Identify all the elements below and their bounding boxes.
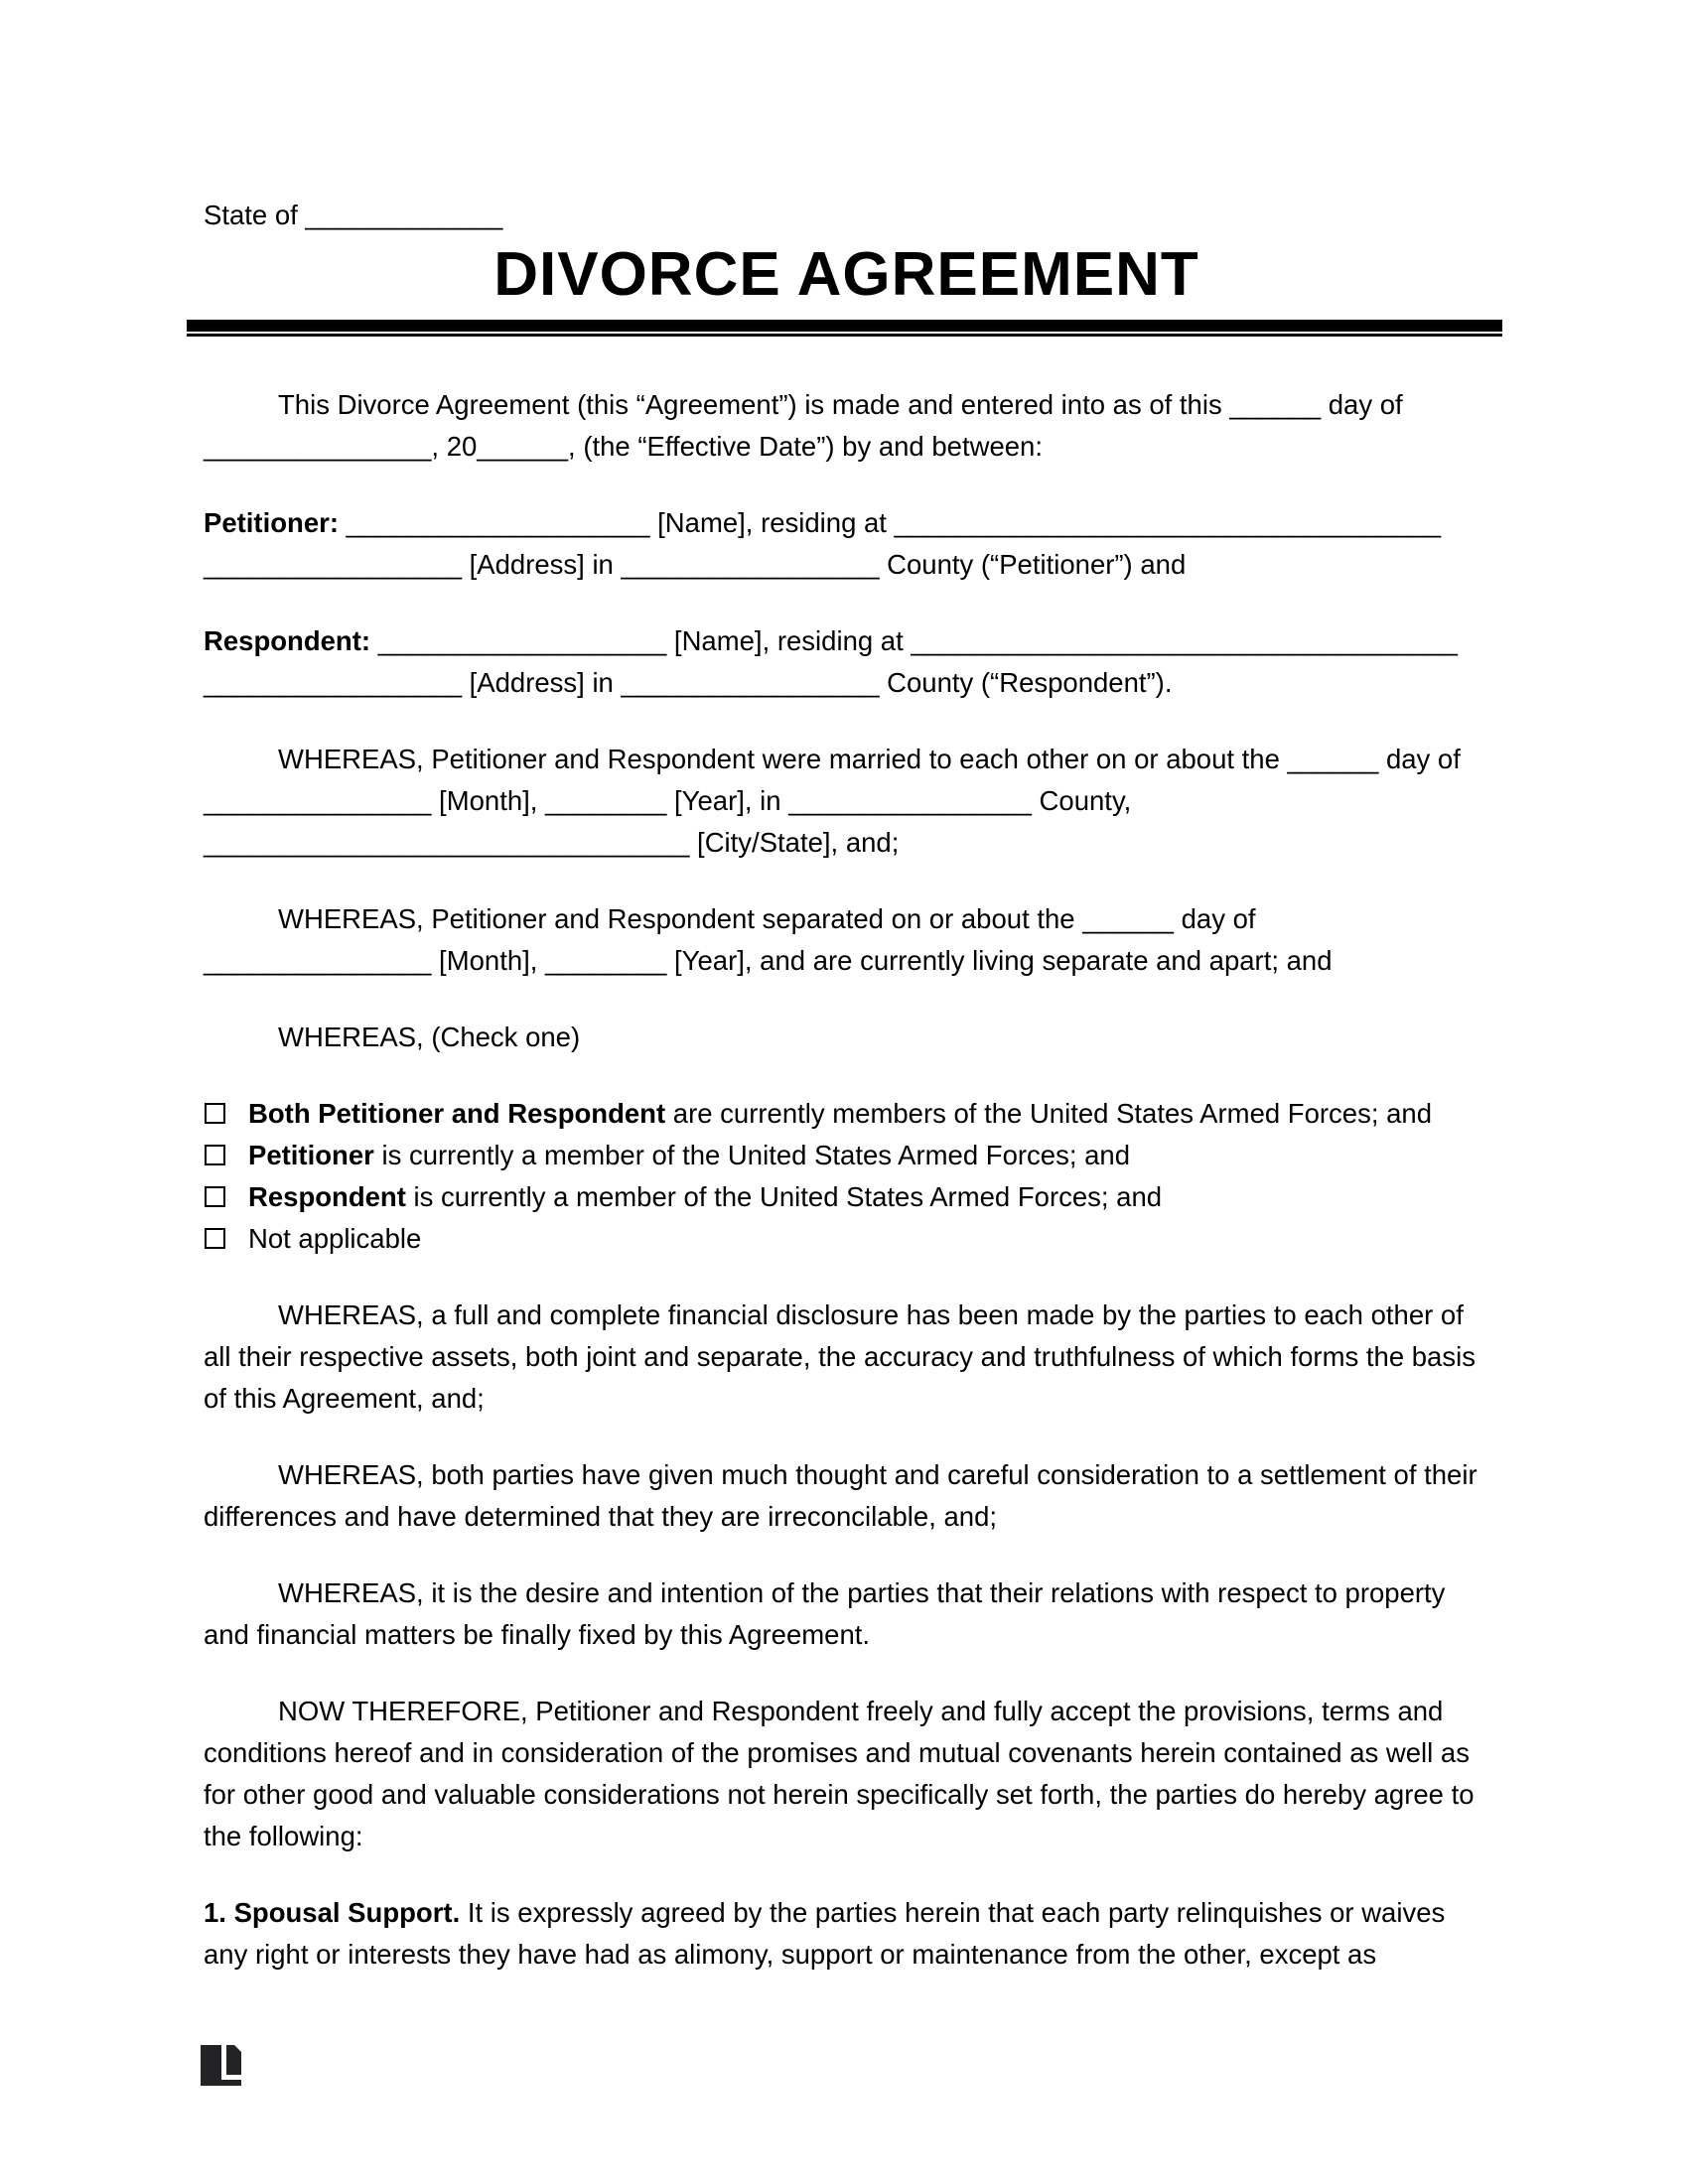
document-line — [204, 1614, 1489, 1656]
paragraph — [204, 1295, 1489, 1420]
document-line — [204, 1572, 1489, 1614]
document-body — [204, 384, 1489, 1976]
text-segment: and financial matters be finally fixed by this Agreement. — [204, 1619, 871, 1650]
document-brand-icon — [201, 2045, 241, 2086]
bold-text-segment: Petitioner: — [204, 507, 347, 538]
checkbox-label — [248, 1176, 1162, 1218]
text-segment: ___________________ [Name], residing at ____________________________________ — [377, 625, 1458, 656]
text-segment: ________________________________ [City/State], and; — [204, 827, 900, 858]
text-segment: WHEREAS, a full and complete financial disclosure has been made by the parties to each other of — [278, 1299, 1464, 1330]
checkbox[interactable] — [205, 1186, 225, 1207]
text-segment: is currently a member of the United States Armed Forces; and — [405, 1181, 1163, 1212]
text-segment: _________________ [Address] in _________________ County (“Respondent”). — [204, 667, 1173, 698]
bold-text-segment: Both Petitioner and Respondent — [248, 1098, 666, 1129]
checkbox-label — [248, 1218, 421, 1260]
checkbox-item — [204, 1135, 1489, 1176]
document-line — [204, 662, 1489, 704]
document-line — [204, 1774, 1489, 1816]
checkbox[interactable] — [205, 1228, 225, 1249]
document-line — [204, 1017, 1489, 1058]
document-line — [204, 1336, 1489, 1378]
text-segment: WHEREAS, Petitioner and Respondent separated on or about the ______ day of — [278, 903, 1256, 934]
bold-text-segment: Respondent: — [204, 625, 378, 656]
checkbox-label — [248, 1093, 1432, 1135]
bold-text-segment: Petitioner — [248, 1140, 374, 1170]
text-segment: WHEREAS, both parties have given much thought and careful consideration to a settlement of their — [278, 1459, 1477, 1490]
text-segment: any right or interests they have had as alimony, support or maintenance from the other, except as — [204, 1939, 1377, 1970]
paragraph — [204, 1691, 1489, 1857]
checkbox[interactable] — [205, 1145, 225, 1165]
text-segment: the following: — [204, 1821, 363, 1851]
text-segment: is currently a member of the United States Armed Forces; and — [373, 1140, 1130, 1170]
checkbox-item — [204, 1093, 1489, 1135]
text-segment: all their respective assets, both joint and separate, the accuracy and truthfulness of which forms the basis — [204, 1341, 1476, 1372]
text-segment: WHEREAS, (Check one) — [278, 1022, 581, 1052]
text-segment: WHEREAS, it is the desire and intention of the parties that their relations with respect to property — [278, 1577, 1446, 1608]
document-line — [204, 1496, 1489, 1538]
paragraph — [204, 620, 1489, 704]
text-segment: conditions hereof and in consideration of the promises and mutual covenants herein contained as well as — [204, 1737, 1470, 1768]
state-of-line: State of _____________ — [204, 200, 503, 230]
document-line — [204, 1892, 1489, 1934]
bold-text-segment: Respondent — [248, 1181, 406, 1212]
check-one-list — [204, 1093, 1489, 1260]
checkbox-item — [204, 1176, 1489, 1218]
paragraph — [204, 384, 1489, 468]
paragraph — [204, 502, 1489, 586]
checkbox-item — [204, 1218, 1489, 1260]
text-segment: NOW THEREFORE, Petitioner and Respondent freely and fully accept the provisions, terms and — [278, 1696, 1444, 1726]
text-segment: It is expressly agreed by the parties herein that each party relinquishes or waives — [460, 1897, 1446, 1928]
text-segment: for other good and valuable considerations not herein specifically set forth, the parties do hereby agree to — [204, 1779, 1475, 1810]
bold-text-segment: 1. Spousal Support. — [204, 1897, 461, 1928]
document-line — [204, 1454, 1489, 1496]
document-line — [204, 620, 1489, 662]
checkbox-label — [248, 1135, 1130, 1176]
document-line — [204, 1378, 1489, 1420]
document-line — [204, 426, 1489, 468]
document-line — [204, 898, 1489, 940]
text-segment: _______________ [Month], ________ [Year], and are currently living separate and apart; and — [204, 945, 1333, 976]
text-segment: are currently members of the United States Armed Forces; and — [665, 1098, 1433, 1129]
paragraph — [204, 1572, 1489, 1656]
document-line — [204, 739, 1489, 780]
document-line — [204, 822, 1489, 864]
document-title: DIVORCE AGREEMENT — [493, 240, 1199, 309]
document-line — [204, 502, 1489, 544]
document-line — [204, 780, 1489, 822]
paragraph — [204, 1454, 1489, 1538]
document-line — [204, 940, 1489, 982]
document-line — [204, 384, 1489, 426]
text-segment: _______________, 20______, (the “Effective Date”) by and between: — [204, 431, 1043, 462]
text-segment: _________________ [Address] in _________________ County (“Petitioner”) and — [204, 549, 1187, 580]
document-line — [204, 544, 1489, 586]
document-line — [204, 1691, 1489, 1732]
document-line — [204, 1295, 1489, 1336]
text-segment: This Divorce Agreement (this “Agreement”) is made and entered into as of this ______ day of — [278, 389, 1403, 420]
document-line — [204, 1732, 1489, 1774]
text-segment: ____________________ [Name], residing at ____________________________________ — [346, 507, 1442, 538]
paragraph — [204, 1017, 1489, 1058]
paragraph — [204, 1892, 1489, 1976]
document-line — [204, 1934, 1489, 1976]
paragraph — [204, 739, 1489, 864]
legal-templates-logo — [201, 2045, 1489, 2086]
text-segment: differences and have determined that they are irreconcilable, and; — [204, 1501, 998, 1532]
text-segment: Not applicable — [248, 1223, 422, 1254]
text-segment: WHEREAS, Petitioner and Respondent were married to each other on or about the ______ day of — [278, 744, 1461, 774]
text-segment: of this Agreement, and; — [204, 1383, 485, 1414]
text-segment: _______________ [Month], ________ [Year], in ________________ County, — [204, 785, 1132, 816]
document-line — [204, 1816, 1489, 1857]
checkbox[interactable] — [205, 1103, 225, 1124]
title-divider-rule — [187, 320, 1502, 337]
paragraph — [204, 898, 1489, 982]
